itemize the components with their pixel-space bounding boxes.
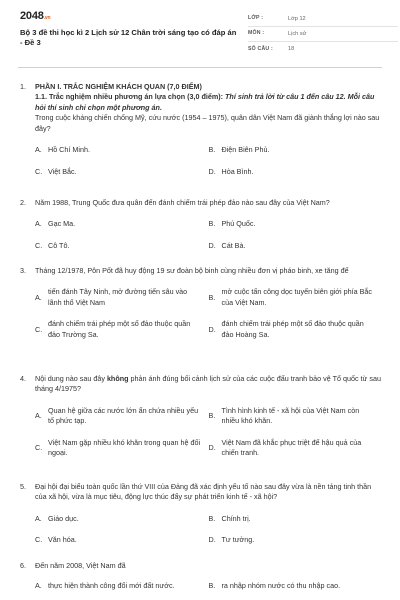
- option-letter: C.: [35, 240, 43, 250]
- option-b[interactable]: [209, 287, 383, 308]
- option-text: tiến đánh Tây Ninh, mở đường tiến sâu vào lãnh thổ Việt Nam: [48, 287, 188, 307]
- option-a[interactable]: [35, 287, 209, 308]
- answer-options: [35, 406, 382, 470]
- option-text: đánh chiếm trái phép một số đảo thuộc quần đảo Hoàng Sa.: [221, 319, 364, 339]
- question-1: [18, 82, 382, 188]
- question-text: Năm 1988, Trung Quốc đưa quân đến đánh chiếm trái phép đảo nào sau đây của Việt Nam?: [35, 198, 330, 207]
- question-6: [18, 561, 382, 592]
- option-b[interactable]: [209, 406, 383, 427]
- option-text: ra nhập nhóm nước có thu nhập cao.: [221, 581, 341, 591]
- option-letter: B.: [208, 292, 216, 302]
- option-text: Văn hóa.: [48, 535, 77, 545]
- question-text-emphasis: không: [106, 374, 129, 383]
- section-note: Thí sinh trả lời từ câu 1 đến câu 12. Mỗi câu hỏi thí sinh chỉ chọn một phương án.: [35, 92, 375, 112]
- question-number: 6.: [20, 561, 26, 570]
- option-letter: D.: [208, 240, 216, 250]
- option-letter: A.: [35, 581, 42, 591]
- option-text: Quan hệ giữa các nước lớn ẩn chứa nhiều yếu tố phức tạp.: [48, 405, 199, 426]
- page-header: [18, 0, 382, 68]
- option-b[interactable]: [209, 581, 383, 591]
- question-text: Đến năm 2008, Việt Nam đã: [35, 561, 126, 570]
- question-text-start: Nội dung nào sau đây: [35, 374, 107, 383]
- option-text: Cô Tô.: [48, 240, 70, 250]
- question-text: Đại hội đại biểu toàn quốc lần thứ VIII của Đảng đã xác định yếu tố nào sau đây vừa là nền tảng tinh thần của xã hội, vừa là mục tiêu, động lực thúc đẩy sự phát triển kinh tế - xã hội?: [35, 482, 372, 502]
- answer-options: [35, 287, 382, 351]
- option-a[interactable]: [35, 145, 209, 155]
- meta-value: 18: [288, 46, 295, 53]
- answer-options: [35, 145, 382, 188]
- option-letter: A.: [35, 145, 42, 155]
- question-text: Tháng 12/1978, Pôn Pốt đã huy động 19 sư đoàn bộ binh cùng nhiều đơn vị pháo binh, xe tăng để: [35, 266, 349, 275]
- logo-text: 2048: [20, 10, 44, 22]
- question-number: 3.: [20, 266, 26, 275]
- option-letter: B.: [208, 219, 216, 229]
- option-letter: D.: [208, 324, 216, 334]
- option-text: thực hiện thành công đổi mới đất nước.: [48, 581, 175, 591]
- document-title: Bộ 3 đề thi học kì 2 Lịch sử 12 Chân trời sáng tạo có đáp án - Đề 3: [20, 28, 237, 48]
- option-text: Việt Bắc.: [48, 166, 77, 176]
- option-c[interactable]: [35, 535, 209, 545]
- option-d[interactable]: [209, 241, 383, 251]
- meta-label: SỐ CÂU :: [248, 45, 273, 52]
- option-a[interactable]: [35, 581, 209, 591]
- option-letter: D.: [208, 166, 216, 176]
- option-text: mở cuộc tấn công dọc tuyến biên giới phía Bắc của Việt Nam.: [221, 287, 372, 307]
- question-text: Trong cuộc kháng chiến chống Mỹ, cứu nước (1954 – 1975), quân dân Việt Nam đã giành thắng lợi nào sau đây?: [35, 113, 380, 133]
- option-c[interactable]: [35, 319, 209, 340]
- option-letter: C.: [35, 166, 43, 176]
- option-d[interactable]: [209, 438, 383, 459]
- option-letter: C.: [35, 442, 43, 452]
- meta-table: [248, 12, 398, 57]
- meta-value: Lớp 12: [288, 15, 306, 22]
- meta-value: Lịch sử: [288, 30, 307, 37]
- option-text: Gạc Ma.: [48, 219, 76, 229]
- option-text: Việt Nam đã khắc phục triệt để hậu quả của chiến tranh.: [221, 437, 362, 458]
- option-text: đánh chiếm trái phép một số đảo thuộc quần đảo Trường Sa.: [48, 319, 191, 339]
- option-c[interactable]: [35, 438, 209, 459]
- option-text: Giáo dục.: [48, 513, 79, 523]
- meta-row-class: [248, 12, 398, 27]
- question-number: 5.: [20, 482, 26, 491]
- option-d[interactable]: [209, 167, 383, 177]
- option-letter: A.: [35, 292, 42, 302]
- option-letter: D.: [208, 442, 216, 452]
- question-text: [35, 374, 382, 395]
- option-text: Việt Nam gặp nhiều khó khăn trong quan hệ đối ngoại.: [48, 437, 201, 458]
- question-number: 4.: [20, 374, 26, 383]
- option-b[interactable]: [209, 219, 383, 229]
- section-instruction: [35, 92, 382, 113]
- option-letter: C.: [35, 535, 43, 545]
- part-title: PHẦN I. TRẮC NGHIỆM KHÁCH QUAN (7,0 ĐIỂM): [35, 82, 202, 91]
- option-letter: A.: [35, 219, 42, 229]
- meta-label: LỚP :: [248, 15, 264, 22]
- option-letter: B.: [208, 513, 216, 523]
- option-letter: D.: [208, 535, 216, 545]
- section-heading: 1.1. Trắc nghiệm nhiều phương án lựa chọn (3,0 điểm):: [35, 92, 224, 102]
- question-number: 1.: [20, 82, 26, 91]
- question-text-end: phản ánh đúng bối cảnh lịch sử của các cuộc đấu tranh bảo vệ Tổ quốc từ sau tháng 4/1975?: [35, 374, 381, 394]
- option-letter: C.: [35, 324, 43, 334]
- site-logo[interactable]: [20, 9, 50, 25]
- question-5: [18, 482, 382, 557]
- option-c[interactable]: [35, 167, 209, 177]
- question-3: [18, 266, 382, 351]
- option-text: Phú Quốc.: [221, 219, 256, 229]
- option-text: Tư tưởng.: [221, 535, 255, 545]
- option-text: Điện Biên Phủ.: [221, 145, 270, 155]
- option-text: Hồ Chí Minh.: [48, 145, 90, 155]
- answer-options: [35, 581, 382, 591]
- question-number: 2.: [20, 198, 26, 207]
- option-b[interactable]: [209, 514, 383, 524]
- meta-row-count: [248, 42, 398, 57]
- option-a[interactable]: [35, 219, 209, 229]
- option-a[interactable]: [35, 514, 209, 524]
- option-a[interactable]: [35, 406, 209, 427]
- option-text: Chính trị.: [221, 513, 251, 523]
- option-letter: B.: [208, 581, 216, 591]
- option-c[interactable]: [35, 241, 209, 251]
- meta-label: MÔN :: [248, 30, 265, 37]
- option-text: Hòa Bình.: [221, 166, 254, 176]
- option-text: Cát Bà.: [221, 240, 246, 250]
- option-d[interactable]: [209, 319, 383, 340]
- answer-options: [35, 514, 382, 557]
- option-b[interactable]: [209, 145, 383, 155]
- question-2: [18, 198, 382, 262]
- option-letter: B.: [208, 411, 216, 421]
- option-letter: A.: [35, 411, 42, 421]
- option-text: Tình hình kinh tế - xã hội của Việt Nam còn nhiều khó khăn.: [221, 405, 360, 426]
- option-d[interactable]: [209, 535, 383, 545]
- question-4: [18, 374, 382, 470]
- option-letter: B.: [208, 145, 216, 155]
- meta-row-subject: [248, 27, 398, 42]
- logo-suffix: .vn: [43, 15, 51, 21]
- answer-options: [35, 219, 382, 262]
- option-letter: A.: [35, 513, 42, 523]
